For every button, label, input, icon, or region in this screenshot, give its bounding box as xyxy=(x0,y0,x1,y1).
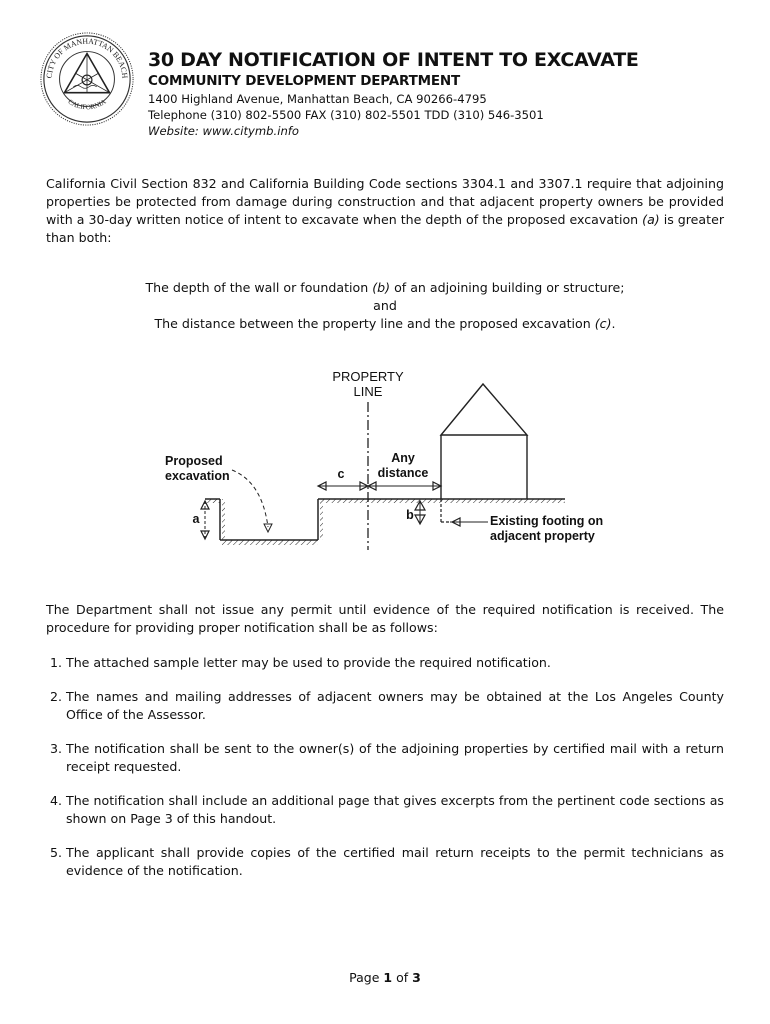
var-a: (a) xyxy=(642,212,660,227)
condition-2 xyxy=(46,315,724,333)
department-address: 1400 Highland Avenue, Manhattan Beach, CA 90266-4795 xyxy=(148,92,487,106)
list-item xyxy=(46,654,724,672)
var-b: (b) xyxy=(372,280,391,295)
proposed-label-1: Proposed xyxy=(165,454,223,468)
dim-b-label: b xyxy=(406,508,414,522)
condition-1 xyxy=(46,279,724,297)
footing-label-2: adjacent property xyxy=(490,529,595,543)
dim-a-label: a xyxy=(192,512,200,526)
condition-2-text: The distance between the property line and the proposed excavation xyxy=(154,316,595,331)
condition-1-text: The depth of the wall or foundation xyxy=(145,280,373,295)
department-website: Website: www.citymb.info xyxy=(148,124,299,138)
footer-page-total: 3 xyxy=(412,970,421,985)
list-item xyxy=(46,792,724,828)
excavation-arrow-icon xyxy=(264,524,272,532)
property-line-label-2: LINE xyxy=(353,384,383,399)
footer-page-number: 1 xyxy=(383,970,393,985)
step-number: 3. xyxy=(50,741,63,756)
footer-of-word: of xyxy=(396,970,409,985)
procedure-intro: The Department shall not issue any permit until evidence of the required notification is received. The procedure for providing proper notification shall be as follows: xyxy=(46,602,724,635)
step-text: The notification shall include an additional page that gives excerpts from the pertinent code sections as shown on Page 3 of this handout. xyxy=(66,793,724,826)
footing-label-1: Existing footing on xyxy=(490,514,604,528)
any-distance-label-2: distance xyxy=(377,466,429,480)
seal-text-bottom: CALIFORNIA xyxy=(66,98,108,112)
condition-1-end: of an adjoining building or structure; xyxy=(390,280,625,295)
condition-and: and xyxy=(373,298,397,313)
intro-text-end: is greater than both: xyxy=(46,212,725,245)
list-item xyxy=(46,688,724,724)
procedure-steps xyxy=(46,654,724,896)
city-seal-logo xyxy=(38,30,136,128)
property-line-label-1: PROPERTY xyxy=(332,369,404,384)
intro-paragraph xyxy=(46,175,724,247)
seal-text-top: CITY OF MANHATTAN BEACH xyxy=(44,36,130,79)
step-number: 1. xyxy=(50,655,63,670)
any-distance-label-1: Any xyxy=(391,451,415,465)
condition-2-end: . xyxy=(611,316,616,331)
svg-text:CALIFORNIA xyxy=(66,98,107,111)
list-item xyxy=(46,740,724,776)
house-roof xyxy=(441,384,527,435)
proposed-label-2: excavation xyxy=(165,469,230,483)
footer-page-word: Page xyxy=(349,970,380,985)
list-item xyxy=(46,844,724,880)
excavation-diagram xyxy=(150,362,620,552)
step-number: 4. xyxy=(50,793,63,808)
department-phone: Telephone (310) 802-5500 FAX (310) 802-5501 TDD (310) 546-3501 xyxy=(148,108,544,122)
step-text: The names and mailing addresses of adjacent owners may be obtained at the Los Angeles County Office of the Assessor. xyxy=(66,689,724,722)
step-text: The attached sample letter may be used to provide the required notification. xyxy=(66,655,551,670)
page-footer xyxy=(0,970,770,985)
document-title: 30 DAY NOTIFICATION OF INTENT TO EXCAVATE xyxy=(148,49,639,71)
step-number: 5. xyxy=(50,845,63,860)
step-text: The applicant shall provide copies of the certified mail return receipts to the permit technicians as evidence of the notification. xyxy=(66,845,724,878)
step-text: The notification shall be sent to the owner(s) of the adjoining properties by certified mail with a return receipt requested. xyxy=(66,741,724,774)
intro-text: California Civil Section 832 and California Building Code sections 3304.1 and 3307.1 require that adjoining properties be protected from damage during construction and that adjacent property owners be provided with a 30-day written notice of intent to excavate when the depth of the proposed excavation xyxy=(46,176,724,227)
var-c: (c) xyxy=(594,316,612,331)
step-number: 2. xyxy=(50,689,63,704)
dim-c-label: c xyxy=(337,467,345,481)
department-name: COMMUNITY DEVELOPMENT DEPARTMENT xyxy=(148,73,460,89)
